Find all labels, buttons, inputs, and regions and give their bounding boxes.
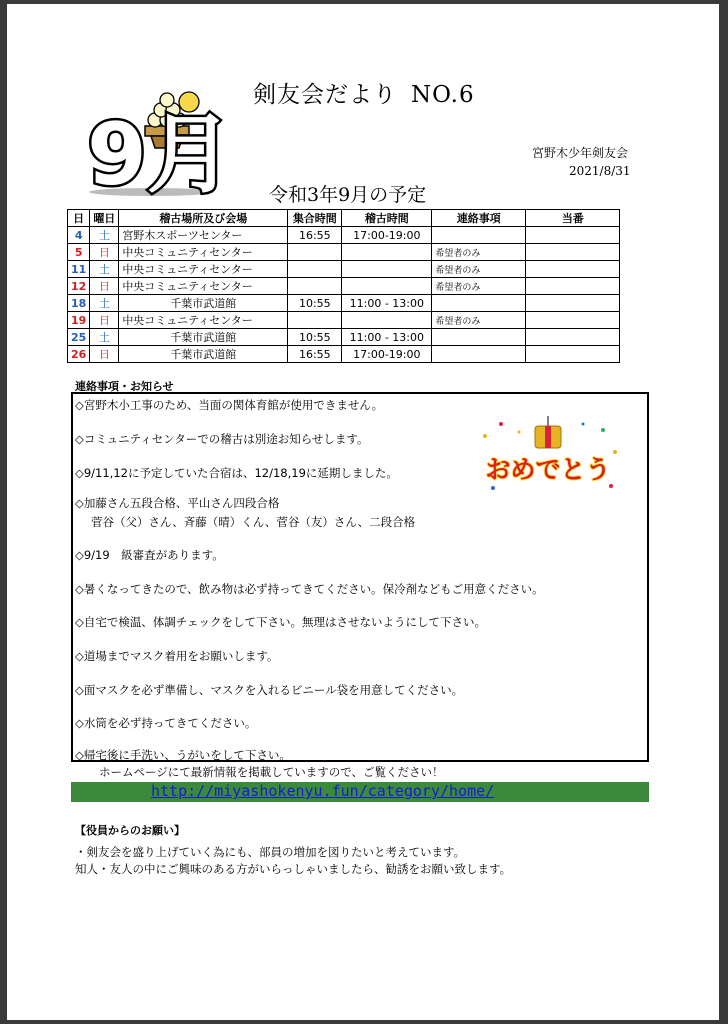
row-venue: 中央コミュニティセンター: [119, 278, 288, 295]
row-meet-time: 10:55: [288, 295, 342, 312]
table-row: [68, 261, 620, 278]
row-duty: [526, 261, 620, 278]
col-meet-time: 集合時間: [288, 210, 342, 227]
organization-name: 宮野木少年剣友会: [532, 146, 629, 160]
row-practice-time: 11:00 - 13:00: [342, 295, 432, 312]
notice-item: ◇宮野木小工事のため、当面の関体育館が使用できません。: [75, 398, 384, 412]
row-weekday: 日: [90, 278, 119, 295]
notice-item: ◇道場までマスク着用をお願いします。: [75, 649, 279, 663]
row-practice-time: [342, 261, 432, 278]
row-venue: 中央コミュニティセンター: [119, 261, 288, 278]
row-venue: 千葉市武道館: [119, 346, 288, 363]
row-venue: 宮野木スポーツセンター: [119, 227, 288, 244]
notice-item: ◇9/11,12に予定していた合宿は、12/18,19に延期しました。: [75, 466, 398, 480]
row-note: [432, 329, 526, 346]
table-row: [68, 346, 620, 363]
september-logo: [81, 80, 251, 198]
table-row: [68, 295, 620, 312]
row-note: [432, 295, 526, 312]
row-note: 希望者のみ: [432, 244, 526, 261]
row-meet-time: [288, 261, 342, 278]
row-day: 4: [68, 227, 90, 244]
officers-message-line1: ・剣友会を盛り上げていく為にも、部員の増加を図りたいと考えています。: [75, 845, 466, 859]
row-day: 12: [68, 278, 90, 295]
row-duty: [526, 227, 620, 244]
row-meet-time: [288, 278, 342, 295]
row-note: 希望者のみ: [432, 261, 526, 278]
schedule-header-row: [68, 210, 620, 227]
row-duty: [526, 295, 620, 312]
table-row: [68, 278, 620, 295]
row-note: 希望者のみ: [432, 278, 526, 295]
table-row: [68, 312, 620, 329]
notice-item: ◇帰宅後に手洗い、うがいをして下さい。: [75, 748, 291, 762]
notice-item-subline: 菅谷（父）さん、斉藤（晴）くん、菅谷（友）さん、二段合格: [91, 515, 416, 529]
row-practice-time: [342, 244, 432, 261]
row-note: [432, 346, 526, 363]
row-weekday: 土: [90, 261, 119, 278]
url-banner: [71, 782, 649, 802]
september-logo-text: 9月: [87, 105, 233, 198]
row-note: 希望者のみ: [432, 312, 526, 329]
notice-item: ◇自宅で検温、体調チェックをして下さい。無理はさせないようにして下さい。: [75, 615, 486, 629]
row-practice-time: 17:00-19:00: [342, 227, 432, 244]
kusudama-icon: [535, 416, 561, 448]
row-weekday: 日: [90, 244, 119, 261]
row-weekday: 土: [90, 227, 119, 244]
row-meet-time: 16:55: [288, 227, 342, 244]
row-duty: [526, 346, 620, 363]
col-duty: 当番: [526, 210, 620, 227]
notice-item: ◇面マスクを必ず準備し、マスクを入れるビニール袋を用意してください。: [75, 683, 464, 697]
row-practice-time: 17:00-19:00: [342, 346, 432, 363]
notice-item: ◇コミュニティセンターでの稽古は別途お知らせします。: [75, 432, 369, 446]
row-meet-time: 16:55: [288, 346, 342, 363]
row-duty: [526, 244, 620, 261]
notice-item-text: ◇加藤さん五段合格、平山さん四段合格: [75, 496, 280, 510]
newsletter-page: [7, 4, 719, 1020]
issue-number: NO.6: [411, 82, 475, 108]
notice-item: [75, 495, 415, 530]
newsletter-title: [253, 76, 475, 109]
officers-heading: 【役員からのお願い】: [75, 824, 185, 837]
row-note: [432, 227, 526, 244]
row-day: 26: [68, 346, 90, 363]
row-practice-time: [342, 312, 432, 329]
row-weekday: 土: [90, 329, 119, 346]
row-day: 11: [68, 261, 90, 278]
row-practice-time: [342, 278, 432, 295]
row-day: 18: [68, 295, 90, 312]
congratulations-text: おめでとう: [485, 455, 611, 484]
schedule-table: [67, 209, 620, 363]
notices-heading: 連絡事項・お知らせ: [75, 380, 174, 393]
officers-message-line2: 知人・友人の中にご興味のある方がいらっしゃいましたら、勧誘をお願い致します。: [75, 862, 512, 876]
notices-box: [71, 392, 649, 762]
title-text: 剣友会だより: [253, 82, 397, 108]
row-venue: 中央コミュニティセンター: [119, 312, 288, 329]
row-venue: 千葉市武道館: [119, 329, 288, 346]
row-venue: 中央コミュニティセンター: [119, 244, 288, 261]
row-weekday: 日: [90, 312, 119, 329]
notice-item: ◇9/19 級審査があります。: [75, 548, 224, 562]
row-weekday: 日: [90, 346, 119, 363]
row-weekday: 土: [90, 295, 119, 312]
col-day: 日: [68, 210, 90, 227]
notice-item: ◇暑くなってきたので、飲み物は必ず持ってきてください。保冷剤などもご用意ください。: [75, 582, 544, 596]
col-weekday: 曜日: [90, 210, 119, 227]
row-meet-time: 10:55: [288, 329, 342, 346]
row-duty: [526, 278, 620, 295]
row-duty: [526, 312, 620, 329]
congratulations-badge: [473, 416, 623, 498]
notice-item: ◇水筒を必ず持ってきてください。: [75, 716, 257, 730]
col-practice-time: 稽古時間: [342, 210, 432, 227]
table-row: [68, 227, 620, 244]
table-row: [68, 244, 620, 261]
row-day: 5: [68, 244, 90, 261]
col-venue: 稽古場所及び会場: [119, 210, 288, 227]
row-day: 19: [68, 312, 90, 329]
row-venue: 千葉市武道館: [119, 295, 288, 312]
row-duty: [526, 329, 620, 346]
issue-date: 2021/8/31: [569, 164, 631, 178]
homepage-note: ホームページにて最新情報を掲載していますので、ご覧ください！: [99, 765, 444, 779]
col-notes: 連絡事項: [432, 210, 526, 227]
row-day: 25: [68, 329, 90, 346]
row-practice-time: 11:00 - 13:00: [342, 329, 432, 346]
table-row: [68, 329, 620, 346]
homepage-link[interactable]: http://miyashokenyu.fun/category/home/: [151, 782, 495, 800]
row-meet-time: [288, 312, 342, 329]
row-meet-time: [288, 244, 342, 261]
schedule-title: 令和3年9月の予定: [269, 184, 427, 206]
